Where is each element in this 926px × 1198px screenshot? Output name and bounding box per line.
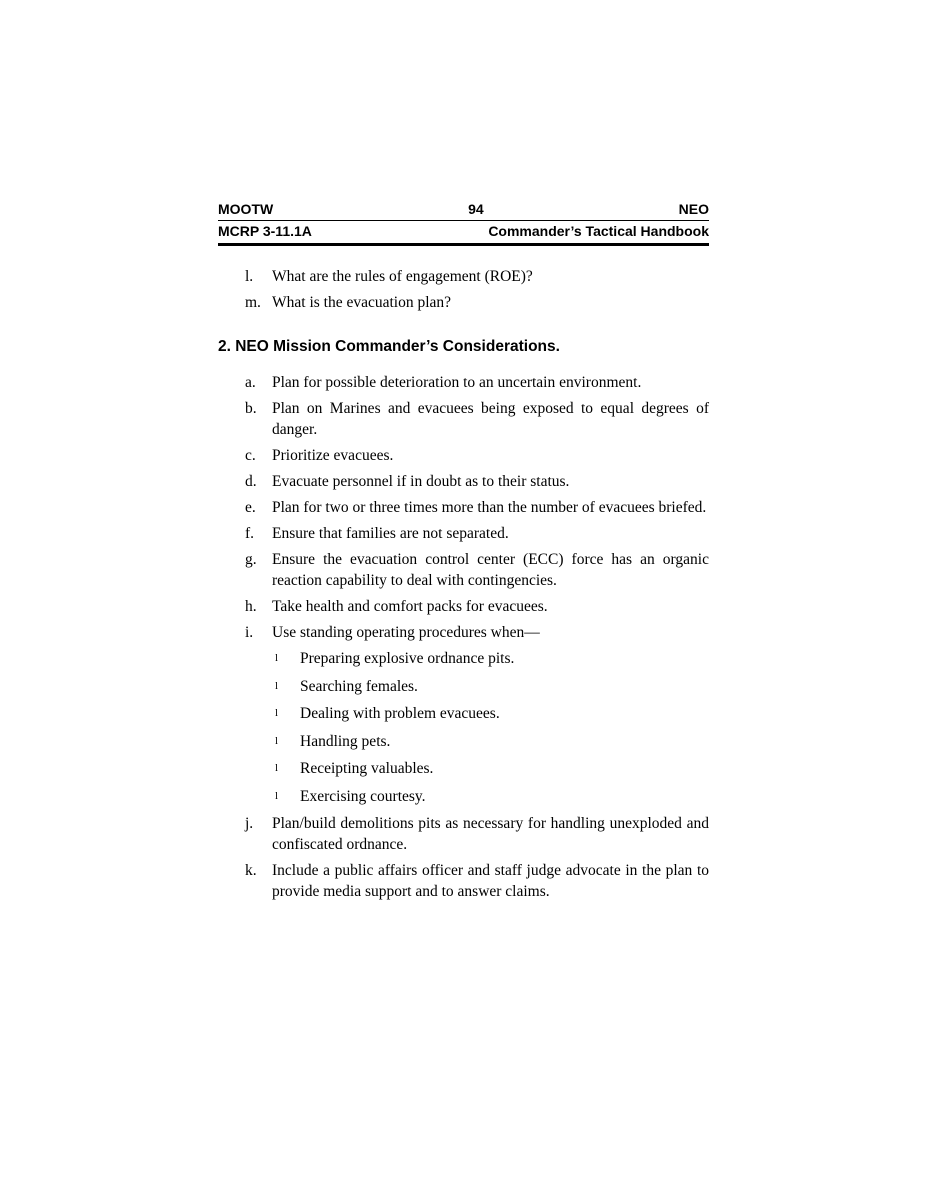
list-item-label: l.	[245, 268, 254, 285]
list-item	[218, 813, 709, 855]
list-item-text: Take health and comfort packs for evacuees.	[272, 598, 548, 615]
section-heading: 2. NEO Mission Commander’s Considerations.	[218, 338, 560, 355]
running-head-right: NEO	[678, 201, 709, 217]
list-item	[218, 372, 709, 393]
list-item-label: e.	[245, 499, 256, 516]
sub-bullet-text: Dealing with problem evacuees.	[300, 705, 500, 722]
sub-bullet-item	[218, 731, 709, 752]
list-item-text: What are the rules of engagement (ROE)?	[272, 268, 533, 285]
running-header	[218, 202, 709, 246]
bullet-icon: l	[275, 652, 279, 664]
list-item-label: m.	[245, 294, 261, 311]
sub-bullet-text: Handling pets.	[300, 732, 391, 750]
sub-bullet-text: Exercising courtesy.	[300, 787, 426, 805]
sub-bullet-item	[218, 648, 709, 669]
list-item-label: a.	[245, 374, 256, 391]
bullet-icon: l	[275, 762, 279, 774]
page-body	[218, 266, 709, 907]
running-header-row2	[218, 221, 709, 245]
list-item-text: Plan for possible deterioration to an uncertain environment.	[272, 374, 642, 391]
list-item-label: d.	[245, 473, 257, 490]
list-item-label: c.	[245, 447, 256, 464]
list-item-label: j.	[245, 815, 254, 832]
document-title: Commander’s Tactical Handbook	[488, 223, 709, 240]
bullet-icon: l	[275, 734, 279, 747]
list-item-text: Plan for two or three times more than the number of evacuees briefed.	[272, 499, 707, 516]
list-item-text: Ensure the evacuation control center (ECC) force has an organic reaction capability to deal with contingencies.	[272, 551, 709, 589]
list-item	[218, 471, 709, 492]
list-item-label: b.	[245, 400, 257, 417]
sub-bullet-text: Searching females.	[300, 677, 418, 695]
list-item-label: i.	[245, 624, 254, 641]
list-item	[218, 523, 709, 544]
list-item	[218, 398, 709, 440]
running-head-left: MOOTW	[218, 201, 274, 217]
running-header-row1	[218, 202, 709, 221]
list-item	[218, 292, 709, 313]
bullet-icon: l	[275, 679, 279, 692]
list-item-text: Include a public affairs officer and staff judge advocate in the plan to provide media support and to answer claims.	[272, 862, 709, 900]
list-item	[218, 549, 709, 591]
sub-bullet-item	[218, 703, 709, 724]
list-item-text: Prioritize evacuees.	[272, 447, 394, 464]
bullet-icon: l	[275, 707, 279, 719]
list-item	[218, 445, 709, 466]
list-item	[218, 860, 709, 902]
list-item-text: Plan on Marines and evacuees being exposed to equal degrees of danger.	[272, 400, 709, 438]
list-item	[218, 266, 709, 287]
list-item-label: k.	[245, 862, 257, 879]
list-item	[218, 596, 709, 617]
sub-bullet-item	[218, 786, 709, 807]
sub-bullet-item	[218, 758, 709, 779]
list-item-label: g.	[245, 551, 257, 568]
page-number: 94	[468, 201, 484, 217]
list-item	[218, 497, 709, 518]
sub-bullet-item	[218, 676, 709, 697]
list-item-text: Plan/build demolitions pits as necessary for handling unexploded and confiscated ordnance.	[272, 815, 709, 853]
list-item-text: Evacuate personnel if in doubt as to their status.	[272, 473, 570, 490]
list-item-label: f.	[245, 525, 255, 542]
list-item	[218, 622, 709, 643]
list-item-label: h.	[245, 598, 257, 615]
list-item-text: What is the evacuation plan?	[272, 294, 452, 311]
sub-bullet-text: Preparing explosive ordnance pits.	[300, 650, 515, 667]
sub-bullet-text: Receipting valuables.	[300, 760, 434, 777]
document-number: MCRP 3-11.1A	[218, 223, 312, 240]
bullet-icon: l	[275, 789, 279, 802]
list-item-text: Ensure that families are not separated.	[272, 525, 509, 542]
list-item-text: Use standing operating procedures when—	[272, 624, 540, 641]
